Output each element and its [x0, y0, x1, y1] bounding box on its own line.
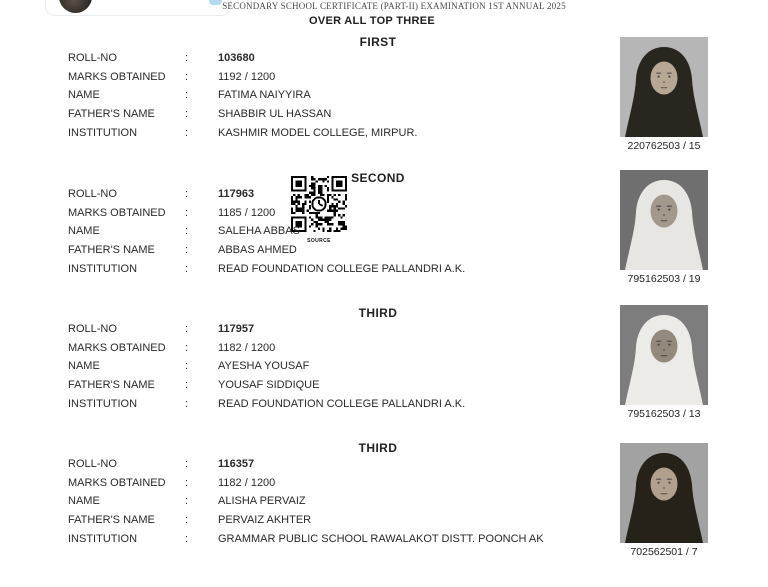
student-photo [620, 443, 708, 543]
field-value-marks: 1185 / 1200 [218, 206, 276, 219]
field-rows [68, 185, 628, 278]
field-row-institution [68, 394, 628, 413]
field-colon: : [185, 52, 189, 65]
field-row-name [68, 222, 628, 241]
field-row-father-name [68, 105, 628, 124]
field-label: MARKS OBTAINED [68, 206, 166, 219]
field-row-father-name [68, 241, 628, 260]
field-row-roll-no [68, 185, 628, 204]
field-value-name: AYESHA YOUSAF [218, 360, 310, 373]
field-value-name: FATIMA NAIYYIRA [218, 89, 311, 102]
field-value-name: ALISHA PERVAIZ [218, 495, 306, 508]
photo-id-caption: 795162503 / 13 [627, 408, 701, 420]
field-colon: : [185, 188, 189, 201]
field-label: MARKS OBTAINED [68, 476, 166, 489]
field-label: NAME [68, 225, 100, 238]
student-photo [620, 37, 708, 137]
field-label: FATHER'S NAME [68, 514, 155, 527]
field-row-institution [68, 529, 628, 548]
field-row-marks [68, 204, 628, 223]
field-row-marks [68, 339, 628, 358]
field-colon: : [185, 225, 189, 238]
field-value-father-name: YOUSAF SIDDIQUE [218, 379, 320, 392]
field-value-marks: 1182 / 1200 [218, 476, 276, 489]
document-title: SECONDARY SCHOOL CERTIFICATE (PART-II) EXAMINATION 1ST ANNUAL 2025 [222, 1, 566, 11]
field-row-marks [68, 474, 628, 493]
field-label: ROLL-NO [68, 323, 117, 336]
field-colon: : [185, 341, 189, 354]
field-colon: : [185, 323, 189, 336]
field-label: MARKS OBTAINED [68, 341, 166, 354]
field-row-name [68, 357, 628, 376]
field-value-father-name: ABBAS AHMED [218, 244, 297, 257]
field-colon: : [185, 206, 189, 219]
field-row-father-name [68, 511, 628, 530]
field-label: ROLL-NO [68, 458, 117, 471]
field-label: INSTITUTION [68, 397, 138, 410]
photo-id-caption: 702562501 / 7 [630, 546, 698, 558]
field-value-father-name: PERVAIZ AKHTER [218, 514, 312, 527]
field-label: FATHER'S NAME [68, 379, 155, 392]
field-row-name [68, 492, 628, 511]
photo-id-caption: 220762503 / 15 [627, 140, 701, 152]
field-label: FATHER'S NAME [68, 108, 155, 121]
field-value-roll-no: 117957 [218, 323, 255, 336]
field-label: INSTITUTION [68, 532, 138, 545]
student-photo [620, 305, 708, 405]
field-label: INSTITUTION [68, 126, 138, 139]
field-value-roll-no: 117963 [218, 188, 255, 201]
field-value-institution: READ FOUNDATION COLLEGE PALLANDRI A.K. [218, 262, 466, 275]
student-photo-block [620, 443, 708, 558]
field-value-roll-no: 116357 [218, 458, 255, 471]
field-row-father-name [68, 376, 628, 395]
rank-heading: THIRD [358, 441, 398, 455]
field-value-institution: GRAMMAR PUBLIC SCHOOL RAWALAKOT DISTT. POONCH AK [218, 532, 544, 545]
qr-source-label: SOURCE [307, 238, 331, 244]
field-colon: : [185, 495, 189, 508]
field-label: FATHER'S NAME [68, 244, 155, 257]
field-value-institution: KASHMIR MODEL COLLEGE, MIRPUR. [218, 126, 418, 139]
field-label: NAME [68, 495, 100, 508]
field-colon: : [185, 126, 189, 139]
field-row-roll-no [68, 49, 628, 68]
field-label: NAME [68, 89, 100, 102]
student-photo-block [620, 37, 708, 152]
field-row-institution [68, 259, 628, 278]
field-colon: : [185, 89, 189, 102]
field-value-institution: READ FOUNDATION COLLEGE PALLANDRI A.K. [218, 397, 466, 410]
field-colon: : [185, 458, 189, 471]
student-photo [620, 170, 708, 270]
field-label: ROLL-NO [68, 188, 117, 201]
student-photo-block [620, 170, 708, 285]
field-label: MARKS OBTAINED [68, 70, 166, 83]
field-label: NAME [68, 360, 100, 373]
field-colon: : [185, 397, 189, 410]
field-colon: : [185, 244, 189, 257]
field-colon: : [185, 360, 189, 373]
field-value-roll-no: 103680 [218, 52, 255, 65]
field-label: ROLL-NO [68, 52, 117, 65]
field-row-institution [68, 123, 628, 142]
rank-heading: SECOND [351, 171, 405, 185]
rank-heading: FIRST [359, 35, 397, 49]
field-colon: : [185, 262, 189, 275]
field-colon: : [185, 108, 189, 121]
field-colon: : [185, 379, 189, 392]
field-rows [68, 455, 628, 548]
field-colon: : [185, 532, 189, 545]
field-colon: : [185, 514, 189, 527]
field-colon: : [185, 70, 189, 83]
field-value-father-name: SHABBIR UL HASSAN [218, 108, 332, 121]
field-rows [68, 49, 628, 142]
rank-heading: THIRD [358, 306, 398, 320]
field-row-roll-no [68, 320, 628, 339]
field-colon: : [185, 476, 189, 489]
field-row-roll-no [68, 455, 628, 474]
field-value-marks: 1182 / 1200 [218, 341, 276, 354]
field-value-name: SALEHA ABBAS [218, 225, 300, 238]
field-label: INSTITUTION [68, 262, 138, 275]
student-photo-block [620, 305, 708, 420]
field-row-marks [68, 68, 628, 87]
field-value-marks: 1192 / 1200 [218, 70, 276, 83]
field-rows [68, 320, 628, 413]
field-row-name [68, 86, 628, 105]
document-subtitle: OVER ALL TOP THREE [308, 15, 435, 27]
photo-id-caption: 795162503 / 19 [627, 273, 701, 285]
